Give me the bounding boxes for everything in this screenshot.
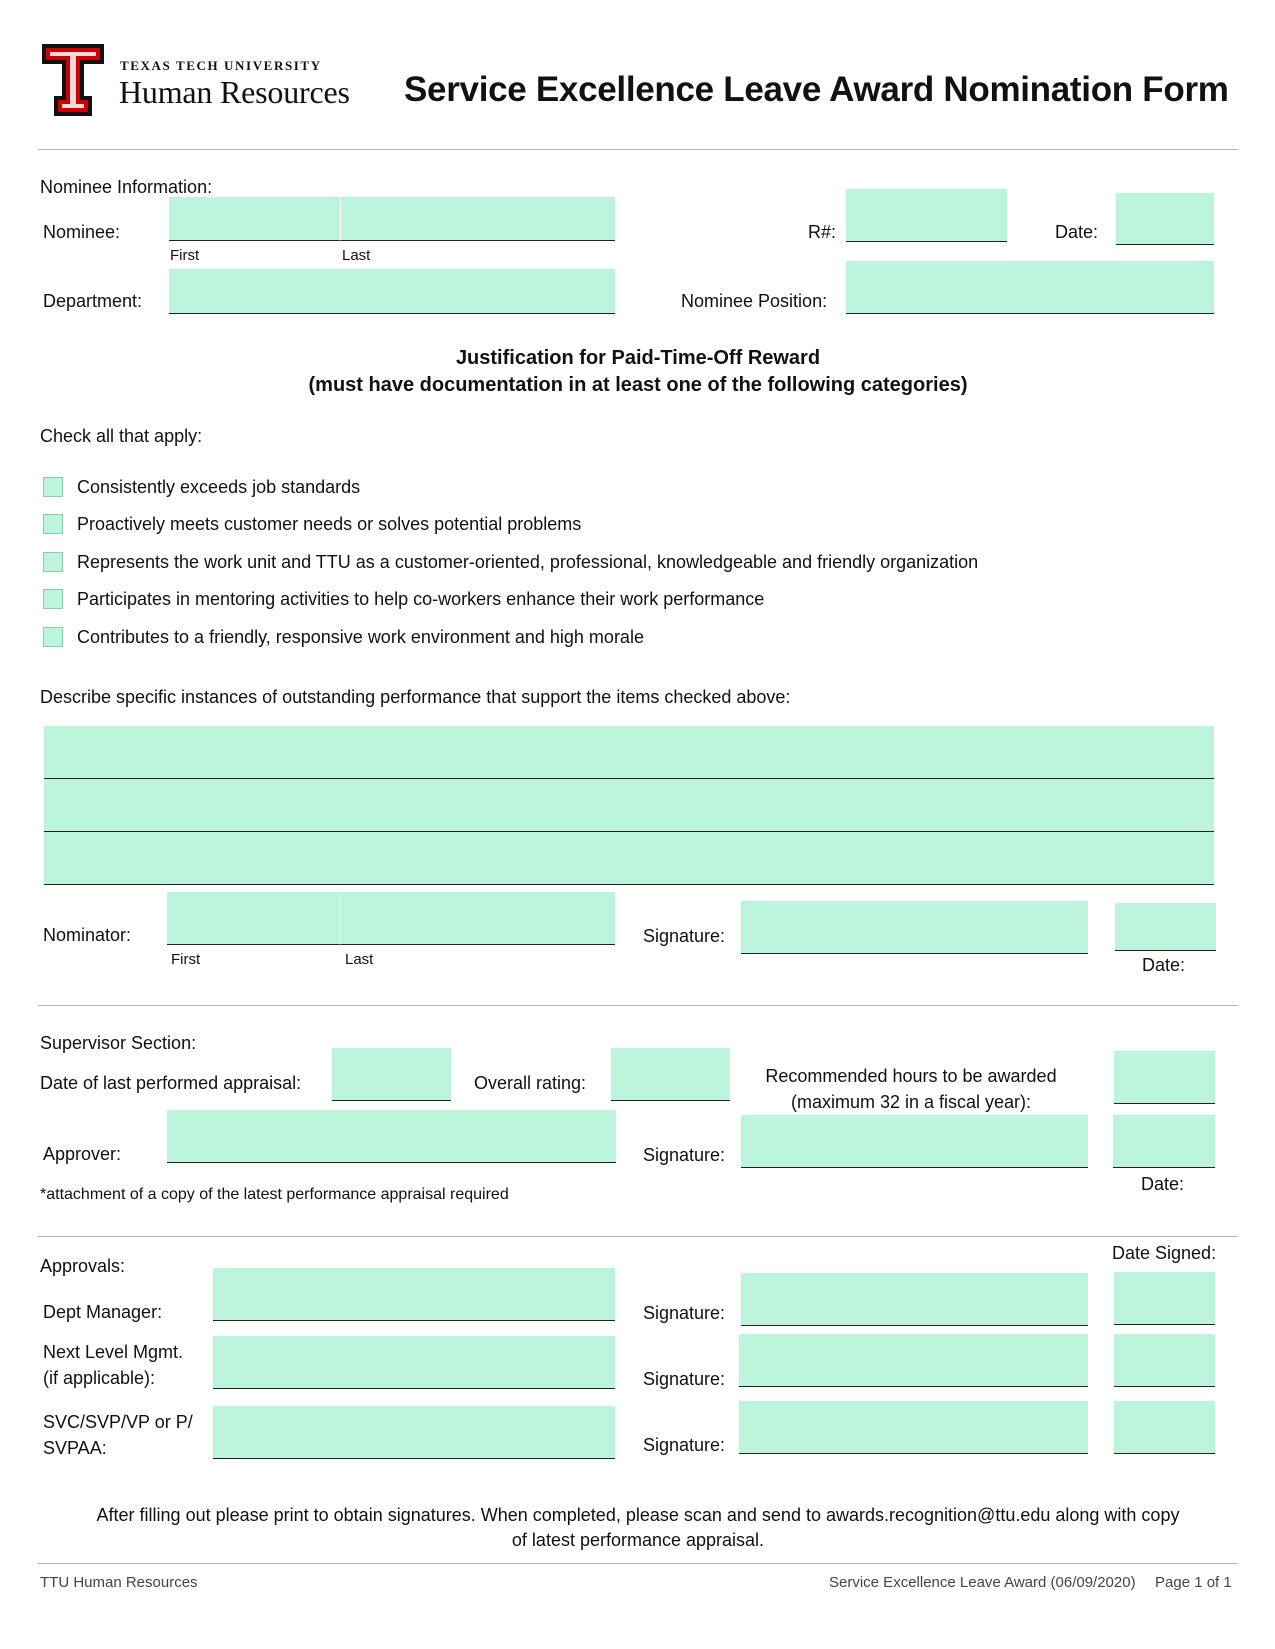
recommended-hours-line2: (maximum 32 in a fiscal year): xyxy=(790,1092,1032,1112)
overall-rating-label: Overall rating: xyxy=(474,1073,587,1093)
nominator-date-label: Date: xyxy=(1142,955,1186,975)
checkbox-customer-needs[interactable] xyxy=(43,514,63,534)
checkbox-label: Proactively meets customer needs or solves potential problems xyxy=(77,514,582,534)
recommended-hours-field[interactable] xyxy=(1114,1051,1215,1104)
next-level-signature-label: Signature: xyxy=(643,1369,726,1389)
svc-date-field[interactable] xyxy=(1114,1401,1215,1454)
nominee-first-field[interactable] xyxy=(169,197,341,241)
svc-label-line1: SVC/SVP/VP or P/ xyxy=(43,1412,193,1432)
nominator-last-field[interactable] xyxy=(340,892,615,945)
nominee-label: Nominee: xyxy=(43,222,121,242)
appraisal-date-label: Date of last performed appraisal: xyxy=(40,1073,302,1093)
next-level-label-line1: Next Level Mgmt. xyxy=(43,1342,184,1362)
supervisor-signature-field[interactable] xyxy=(741,1115,1088,1168)
footer-divider xyxy=(38,1563,1238,1564)
logo-university: TEXAS TECH UNIVERSITY xyxy=(120,58,322,73)
header-divider xyxy=(38,149,1238,150)
date-signed-label: Date Signed: xyxy=(1112,1243,1217,1263)
checkbox-represents-unit[interactable] xyxy=(43,552,63,572)
footer-page: Page 1 of 1 xyxy=(1155,1574,1232,1591)
supervisor-section-label: Supervisor Section: xyxy=(40,1033,197,1053)
nominator-last-label: Last xyxy=(345,951,374,968)
description-line-2[interactable] xyxy=(44,779,1214,832)
overall-rating-field[interactable] xyxy=(611,1048,730,1101)
checkbox-label: Consistently exceeds job standards xyxy=(77,477,361,497)
dept-manager-signature-field[interactable] xyxy=(741,1273,1088,1326)
nominator-first-label: First xyxy=(171,951,201,968)
dept-manager-label: Dept Manager: xyxy=(43,1302,163,1322)
appraisal-note: *attachment of a copy of the latest performance appraisal required xyxy=(40,1186,509,1203)
recommended-hours-label xyxy=(735,1063,1087,1115)
supervisor-date-field[interactable] xyxy=(1113,1115,1215,1168)
next-level-label-line2: (if applicable): xyxy=(43,1368,156,1388)
nominee-last-label: Last xyxy=(342,247,371,264)
nominee-position-field[interactable] xyxy=(846,261,1214,314)
check-all-label: Check all that apply: xyxy=(40,426,203,446)
nominator-signature-field[interactable] xyxy=(741,901,1088,954)
footer-left: TTU Human Resources xyxy=(40,1574,198,1591)
description-line-3[interactable] xyxy=(44,832,1214,885)
nominee-date-field[interactable] xyxy=(1116,193,1214,245)
next-level-signature-field[interactable] xyxy=(739,1334,1088,1387)
justification-subheading: (must have documentation in at least one of the following categories) xyxy=(308,374,968,396)
nominator-signature-label: Signature: xyxy=(643,926,726,946)
checkbox-label: Participates in mentoring activities to help co-workers enhance their work performance xyxy=(77,589,765,609)
svc-signature-label: Signature: xyxy=(643,1435,726,1455)
nominee-position-label: Nominee Position: xyxy=(681,291,828,311)
department-label: Department: xyxy=(43,291,143,311)
instructions-line2: of latest performance appraisal. xyxy=(511,1530,765,1550)
approver-field[interactable] xyxy=(167,1110,616,1163)
approvals-section-label: Approvals: xyxy=(40,1256,126,1276)
svc-label-line2: SVPAA: xyxy=(43,1438,107,1458)
nominee-date-label: Date: xyxy=(1055,222,1099,242)
nominee-last-field[interactable] xyxy=(341,197,615,241)
nominee-first-label: First xyxy=(170,247,200,264)
svc-signature-field[interactable] xyxy=(739,1401,1088,1454)
checkbox-label: Contributes to a friendly, responsive work environment and high morale xyxy=(77,627,644,647)
supervisor-divider xyxy=(38,1236,1238,1237)
checkbox-exceeds-standards[interactable] xyxy=(43,477,63,497)
dept-manager-date-field[interactable] xyxy=(1114,1272,1215,1325)
page-title: Service Excellence Leave Award Nomination Form xyxy=(404,70,1229,109)
checkbox-mentoring[interactable] xyxy=(43,589,63,609)
checkbox-friendly-environment[interactable] xyxy=(43,627,63,647)
supervisor-date-label: Date: xyxy=(1141,1174,1185,1194)
svc-field[interactable] xyxy=(213,1406,615,1459)
nominee-section-label: Nominee Information: xyxy=(40,177,213,197)
next-level-field[interactable] xyxy=(213,1336,615,1389)
nominator-label: Nominator: xyxy=(43,925,132,945)
dept-manager-signature-label: Signature: xyxy=(643,1303,726,1323)
rnum-label: R#: xyxy=(808,222,837,242)
footer-form-id: Service Excellence Leave Award (06/09/2020) xyxy=(829,1574,1136,1591)
ttu-logo xyxy=(40,42,106,118)
recommended-hours-line1: Recommended hours to be awarded xyxy=(765,1066,1057,1086)
nominator-date-field[interactable] xyxy=(1115,903,1216,951)
next-level-date-field[interactable] xyxy=(1114,1334,1215,1387)
nominator-first-field[interactable] xyxy=(167,892,340,945)
instructions-line1: After filling out please print to obtain signatures. When completed, please scan and send to awards.recognition@ttu.edu along with copy xyxy=(96,1505,1180,1525)
rnum-field[interactable] xyxy=(846,189,1007,242)
logo-department: Human Resources xyxy=(119,74,350,110)
supervisor-signature-label: Signature: xyxy=(643,1145,726,1165)
double-t-logo-icon xyxy=(40,42,106,118)
checkbox-label: Represents the work unit and TTU as a customer-oriented, professional, knowledgeable and friendly organization xyxy=(77,552,979,572)
approver-label: Approver: xyxy=(43,1144,122,1164)
dept-manager-field[interactable] xyxy=(213,1268,615,1321)
nominator-divider xyxy=(38,1005,1238,1006)
appraisal-date-field[interactable] xyxy=(332,1048,451,1101)
justification-heading: Justification for Paid-Time-Off Reward xyxy=(455,347,821,369)
department-field[interactable] xyxy=(169,269,615,314)
description-line-1[interactable] xyxy=(44,726,1214,779)
describe-label: Describe specific instances of outstanding performance that support the items checked above: xyxy=(40,687,791,707)
